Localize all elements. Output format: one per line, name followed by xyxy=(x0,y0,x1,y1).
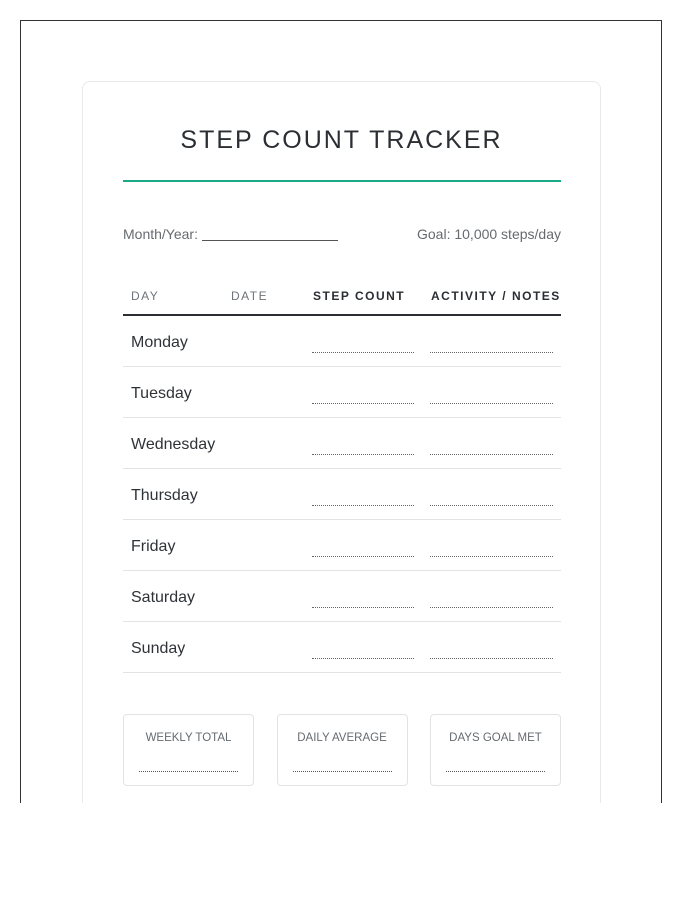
day-label: Friday xyxy=(131,538,176,555)
goal-text: Goal: 10,000 steps/day xyxy=(417,226,561,242)
month-year-blank-line[interactable] xyxy=(202,239,338,241)
table-row xyxy=(123,367,561,418)
notes-field[interactable] xyxy=(430,352,553,353)
header-day: DAY xyxy=(131,289,160,303)
notes-field[interactable] xyxy=(430,556,553,557)
month-year-field[interactable] xyxy=(123,226,338,242)
step-log-table xyxy=(123,278,561,673)
step-count-field[interactable] xyxy=(312,454,414,455)
month-year-label: Month/Year: xyxy=(123,226,198,242)
step-count-field[interactable] xyxy=(312,556,414,557)
table-header xyxy=(123,278,561,316)
summary-section xyxy=(123,714,561,786)
days-goal-met-box xyxy=(430,714,561,786)
notes-field[interactable] xyxy=(430,505,553,506)
daily-average-box xyxy=(277,714,408,786)
day-label: Sunday xyxy=(131,640,186,657)
step-count-field[interactable] xyxy=(312,505,414,506)
daily-average-label: DAILY AVERAGE xyxy=(297,732,387,744)
table-row xyxy=(123,316,561,367)
day-label: Tuesday xyxy=(131,385,192,402)
weekly-total-label: WEEKLY TOTAL xyxy=(145,732,232,744)
header-activity-notes: ACTIVITY / NOTES xyxy=(431,289,561,303)
weekly-total-box xyxy=(123,714,254,786)
tracker-card xyxy=(82,81,601,803)
step-count-field[interactable] xyxy=(312,403,414,404)
table-row xyxy=(123,520,561,571)
meta-row xyxy=(123,226,561,242)
page-frame xyxy=(20,20,662,803)
page-title: STEP COUNT TRACKER xyxy=(180,126,503,154)
table-row xyxy=(123,622,561,673)
notes-field[interactable] xyxy=(430,607,553,608)
notes-field[interactable] xyxy=(430,403,553,404)
title-accent-rule xyxy=(123,180,561,182)
notes-field[interactable] xyxy=(430,454,553,455)
notes-field[interactable] xyxy=(430,658,553,659)
daily-average-field[interactable] xyxy=(293,771,392,772)
days-goal-met-label: DAYS GOAL MET xyxy=(449,732,542,744)
day-label: Thursday xyxy=(131,487,198,504)
step-count-field[interactable] xyxy=(312,607,414,608)
table-row xyxy=(123,469,561,520)
day-label: Monday xyxy=(131,334,188,351)
header-step-count: STEP COUNT xyxy=(313,289,406,303)
step-count-field[interactable] xyxy=(312,352,414,353)
day-label: Wednesday xyxy=(131,436,216,453)
table-row xyxy=(123,418,561,469)
days-goal-met-field[interactable] xyxy=(446,771,545,772)
step-count-field[interactable] xyxy=(312,658,414,659)
weekly-total-field[interactable] xyxy=(139,771,238,772)
table-row xyxy=(123,571,561,622)
day-label: Saturday xyxy=(131,589,196,606)
header-date: DATE xyxy=(231,289,269,303)
